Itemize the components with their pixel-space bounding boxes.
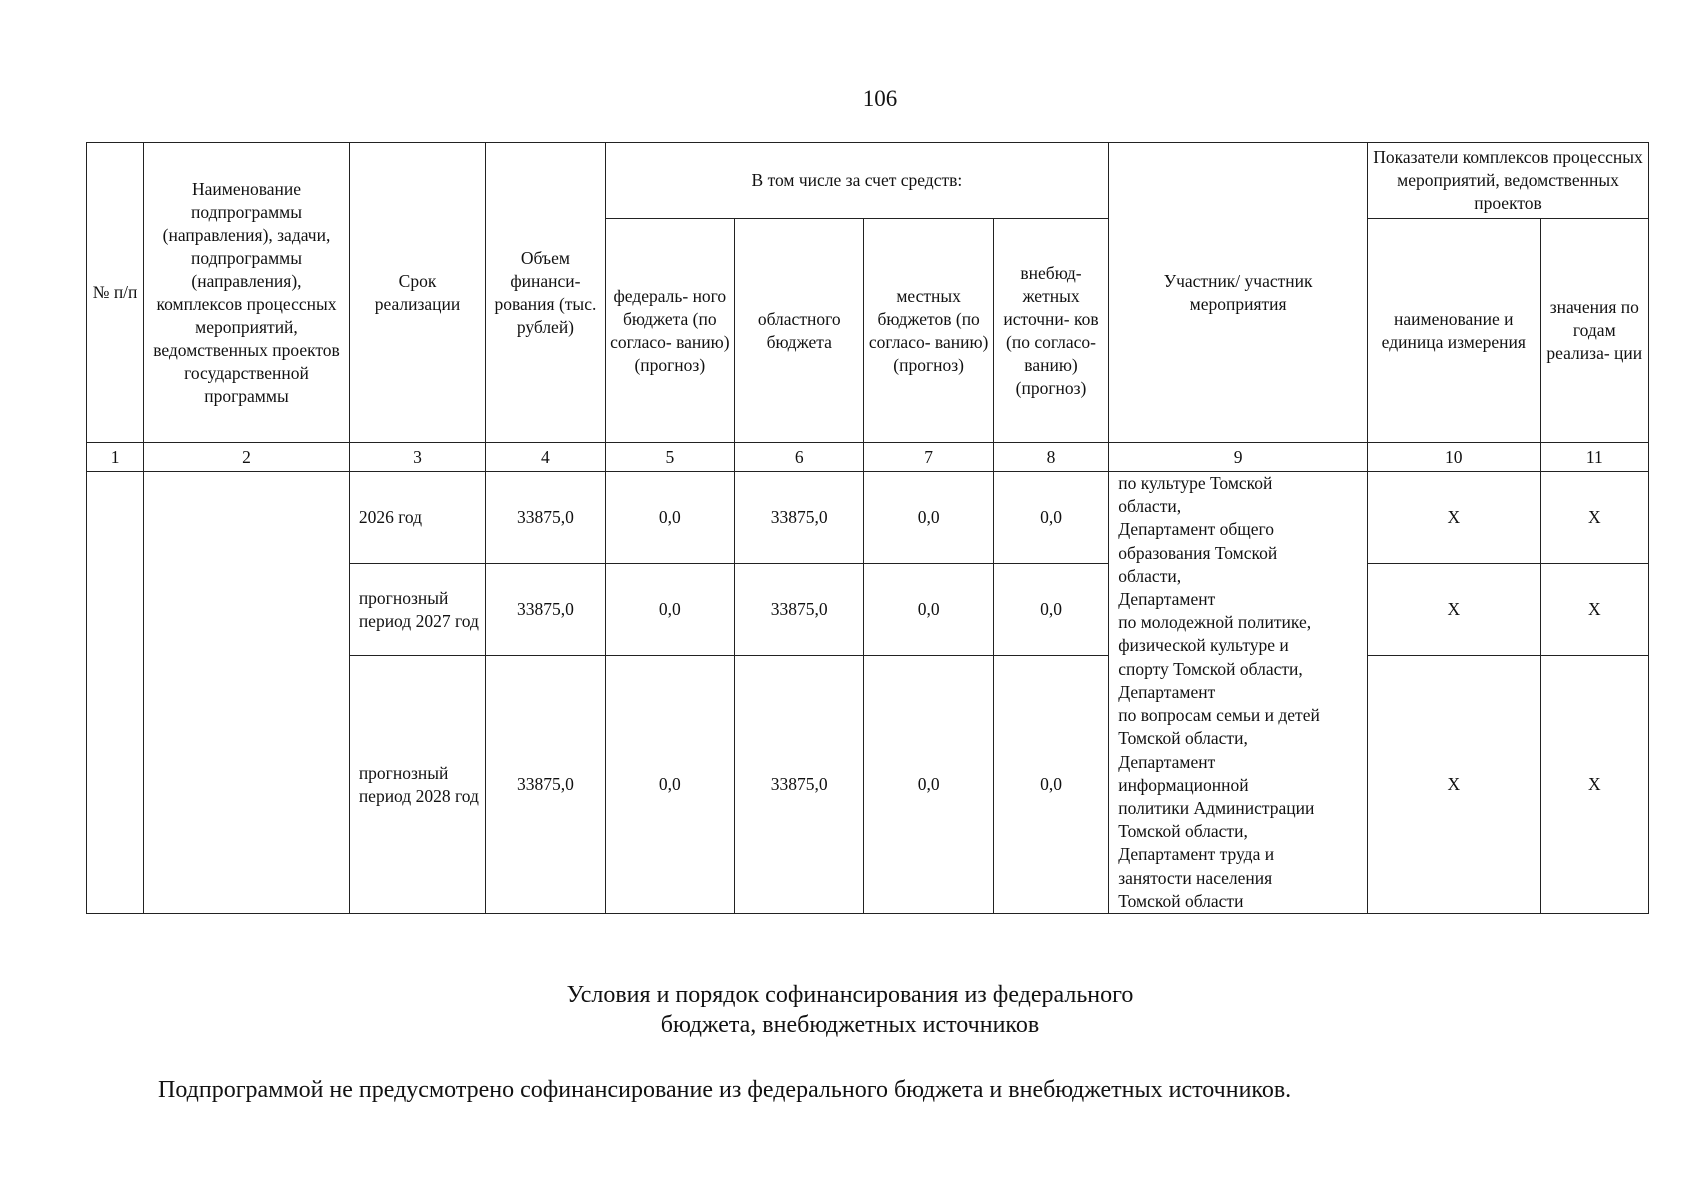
header-col1: № п/п xyxy=(87,143,144,443)
participant-line: Департамент труда и xyxy=(1118,844,1275,865)
period-cell: 2026 год xyxy=(349,472,485,564)
header-col5: федераль- ного бюджета (по согласо- ванию) (прогноз) xyxy=(605,219,734,443)
column-number: 3 xyxy=(349,443,485,472)
header-col2: Наименование подпрограммы (направления), задачи, подпрограммы (направления), комплексов процессных мероприятий, ведомственных проектов государственной программы xyxy=(144,143,350,443)
participant-line: Томской области xyxy=(1118,890,1244,911)
participant-line: занятости населения xyxy=(1118,867,1273,888)
column-number: 1 xyxy=(87,443,144,472)
extra-cell: 0,0 xyxy=(993,564,1108,656)
participant-line: по вопросам семьи и детей xyxy=(1118,705,1320,726)
row-name-cell xyxy=(144,472,350,914)
regional-cell: 33875,0 xyxy=(735,656,864,914)
indicator-value-cell: X xyxy=(1540,472,1648,564)
header-col6: областного бюджета xyxy=(735,219,864,443)
extra-cell: 0,0 xyxy=(993,472,1108,564)
participant-line: информационной xyxy=(1118,774,1249,795)
row-index-cell xyxy=(87,472,144,914)
volume-cell: 33875,0 xyxy=(486,656,605,914)
local-cell: 0,0 xyxy=(864,564,993,656)
section-paragraph: Подпрограммой не предусмотрено софинансирование из федерального бюджета и внебюджетных источников. xyxy=(158,1077,1292,1103)
participant-line: по молодежной политике, xyxy=(1118,612,1312,633)
header-col7: местных бюджетов (по согласо- ванию) (прогноз) xyxy=(864,219,993,443)
header-col4: Объем финанси- рования (тыс. рублей) xyxy=(486,143,605,443)
federal-cell: 0,0 xyxy=(605,564,734,656)
header-group-indicators: Показатели комплексов процессных мероприятий, ведомственных проектов xyxy=(1368,143,1649,219)
header-col11: значения по годам реализа- ции xyxy=(1540,219,1648,443)
column-number: 5 xyxy=(605,443,734,472)
header-col9: Участник/ участник мероприятия xyxy=(1109,143,1368,443)
participant-line: области, xyxy=(1118,565,1182,586)
participant-line: физической культуре и xyxy=(1118,635,1289,656)
local-cell: 0,0 xyxy=(864,472,993,564)
participant-line: спорту Томской области, xyxy=(1118,658,1303,679)
participant-line: Департамент общего xyxy=(1118,519,1275,540)
column-number: 7 xyxy=(864,443,993,472)
participant-line: области, xyxy=(1118,496,1182,517)
budget-table xyxy=(86,142,1649,914)
volume-cell: 33875,0 xyxy=(486,564,605,656)
participant-line: образования Томской xyxy=(1118,542,1278,563)
indicator-value-cell: X xyxy=(1540,564,1648,656)
header-col10: наименование и единица измерения xyxy=(1368,219,1541,443)
volume-cell: 33875,0 xyxy=(486,472,605,564)
table-row xyxy=(87,472,1649,564)
column-number: 4 xyxy=(486,443,605,472)
period-cell: прогнозный период 2028 год xyxy=(349,656,485,914)
header-col3: Срок реализации xyxy=(349,143,485,443)
participant-line: Департамент xyxy=(1118,589,1216,610)
header-group-funds: В том числе за счет средств: xyxy=(605,143,1109,219)
column-number: 11 xyxy=(1540,443,1648,472)
participant-line: политики Администрации xyxy=(1118,797,1315,818)
regional-cell: 33875,0 xyxy=(735,472,864,564)
column-number: 10 xyxy=(1368,443,1541,472)
section-title xyxy=(0,980,1698,1040)
participant-line: Департамент xyxy=(1118,751,1216,772)
extra-cell: 0,0 xyxy=(993,656,1108,914)
section-title-line: Условия и порядок софинансирования из федерального xyxy=(566,982,1134,1008)
column-number: 9 xyxy=(1109,443,1368,472)
local-cell: 0,0 xyxy=(864,656,993,914)
column-number: 8 xyxy=(993,443,1108,472)
participant-line: Департамент xyxy=(1118,681,1216,702)
section-title-line: бюджета, внебюджетных источников xyxy=(660,1012,1040,1038)
indicator-value-cell: X xyxy=(1540,656,1648,914)
header-col8: внебюд- жетных источни- ков (по согласо- ванию) (прогноз) xyxy=(993,219,1108,443)
period-cell: прогнозный период 2027 год xyxy=(349,564,485,656)
regional-cell: 33875,0 xyxy=(735,564,864,656)
participant-line: по культуре Томской xyxy=(1118,473,1273,494)
participant-cell xyxy=(1109,472,1368,914)
column-number: 2 xyxy=(144,443,350,472)
participant-line: Томской области, xyxy=(1118,728,1248,749)
participant-line: Томской области, xyxy=(1118,821,1248,842)
federal-cell: 0,0 xyxy=(605,656,734,914)
indicator-name-cell: X xyxy=(1368,656,1541,914)
indicator-name-cell: X xyxy=(1368,564,1541,656)
federal-cell: 0,0 xyxy=(605,472,734,564)
page-number: 106 xyxy=(862,86,898,111)
column-number-row xyxy=(87,443,1649,472)
column-number: 6 xyxy=(735,443,864,472)
indicator-name-cell: X xyxy=(1368,472,1541,564)
